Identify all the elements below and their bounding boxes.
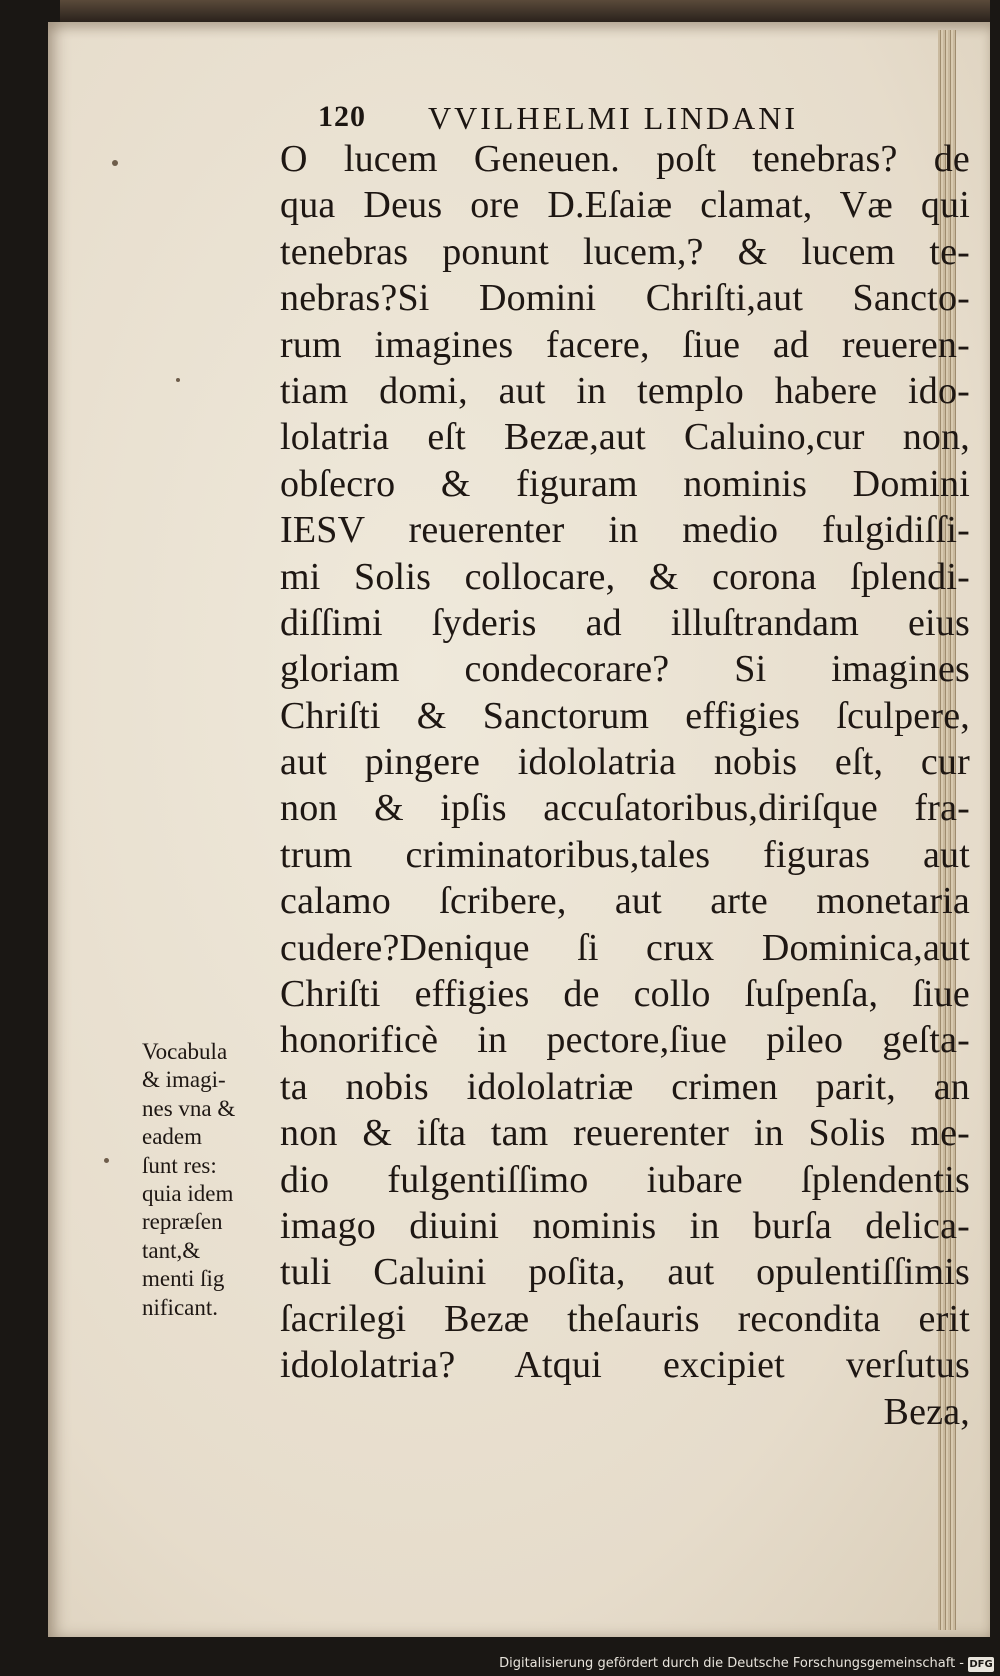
text-line: IESV reuerenter in medio fulgidiſſi- bbox=[280, 509, 970, 552]
marginal-line: nes vna & bbox=[142, 1095, 236, 1121]
marginal-line: & imagi- bbox=[142, 1067, 226, 1093]
text-line: ſacrilegi Bezæ theſauris recondita erit bbox=[280, 1297, 970, 1340]
dfg-logo-icon: DFG bbox=[969, 1659, 993, 1670]
text-line: nebras?Si Domini Chriſti,aut Sancto- bbox=[280, 277, 970, 320]
text-line: dio fulgentiſſimo iubare ſplendentis bbox=[280, 1158, 970, 1201]
text-line: mi Solis collocare, & corona ſplendi- bbox=[280, 555, 970, 598]
text-line: tiam domi, aut in templo habere ido- bbox=[280, 369, 970, 412]
marginal-line: eadem bbox=[142, 1124, 203, 1150]
marginal-line: nificant. bbox=[142, 1294, 218, 1320]
text-line: Chriſti & Sanctorum effigies ſculpere, bbox=[280, 694, 970, 737]
text-line: aut pingere idololatria nobis eſt, cur bbox=[280, 741, 970, 784]
text-line: ta nobis idololatriæ crimen parit, an bbox=[280, 1065, 970, 1108]
text-line: O lucem Geneuen. poſt tenebras? de bbox=[280, 138, 970, 180]
text-line: lolatria eſt Bezæ,aut Caluino,cur non, bbox=[280, 416, 970, 459]
page-number: 120 bbox=[318, 100, 366, 133]
ink-speck bbox=[176, 378, 180, 382]
text-line: qua Deus ore D.Eſaiæ clamat, Væ qui bbox=[280, 184, 970, 227]
text-line: obſecro & figuram nominis Domini bbox=[280, 462, 970, 505]
text-line: gloriam condecorare? Si imagines bbox=[280, 648, 970, 691]
marginal-line: tant,& bbox=[142, 1237, 201, 1263]
scan-border-top bbox=[60, 0, 990, 22]
body-text bbox=[280, 136, 970, 1435]
text-line: Chriſti effigies de collo ſuſpenſa, ſiue bbox=[280, 973, 970, 1016]
footer-bar bbox=[0, 1654, 1000, 1676]
text-line: non & iſta tam reuerenter in Solis me- bbox=[280, 1112, 970, 1155]
text-line: idololatria? Atqui excipiet verſutus bbox=[280, 1344, 970, 1387]
marginal-line: ſunt res: bbox=[142, 1152, 217, 1178]
catchword: Beza, bbox=[883, 1390, 970, 1433]
text-line: honorificè in pectore,ſiue pileo geſta- bbox=[280, 1019, 970, 1062]
funding-credit: Digitalisierung gefördert durch die Deutsche Forschungsgemeinschaft - bbox=[499, 1656, 964, 1671]
text-line: diſſimi ſyderis ad illuſtrandam eius bbox=[280, 601, 970, 644]
running-head: VVILHELMI LINDANI bbox=[428, 100, 799, 136]
marginal-note bbox=[142, 1038, 282, 1322]
text-line: imago diuini nominis in burſa delica- bbox=[280, 1204, 970, 1247]
ink-speck bbox=[112, 160, 118, 166]
text-line: tuli Caluini poſita, aut opulentiſſimis bbox=[280, 1251, 970, 1294]
text-line: tenebras ponunt lucem,? & lucem te- bbox=[280, 230, 970, 273]
ink-speck bbox=[104, 1158, 109, 1163]
text-line: rum imagines facere, ſiue ad reueren- bbox=[280, 323, 970, 366]
marginal-line: quia idem bbox=[142, 1180, 234, 1206]
marginal-line: menti ſig bbox=[142, 1266, 225, 1292]
text-line: calamo ſcribere, aut arte monetaria bbox=[280, 880, 970, 923]
marginal-line: repræſen bbox=[142, 1209, 223, 1235]
marginal-line: Vocabula bbox=[142, 1039, 228, 1064]
text-line: trum criminatoribus,tales figuras aut bbox=[280, 833, 970, 876]
text-line: cudere?Denique ſi crux Dominica,aut bbox=[280, 926, 970, 969]
text-line: non & ipſis accuſatoribus,diriſque fra- bbox=[280, 787, 970, 830]
